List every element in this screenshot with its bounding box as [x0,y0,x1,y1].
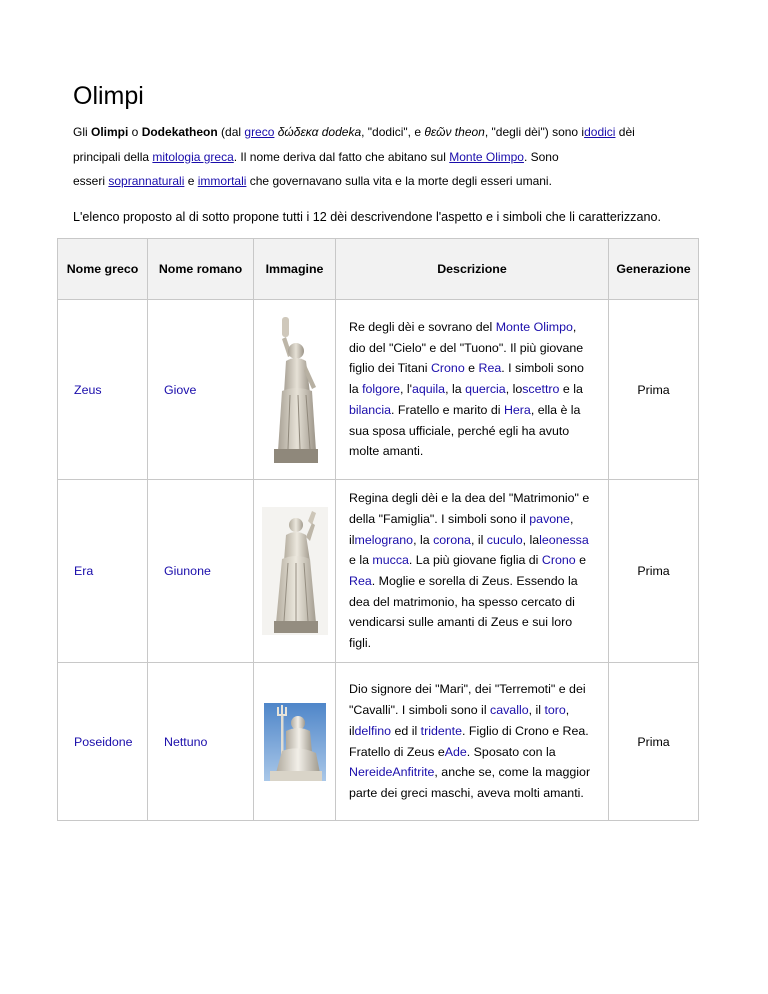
table-row [58,300,699,480]
term-olimpi: Olimpi [91,125,129,139]
list-intro: L'elenco proposto al di sotto propone tutti i 12 dèi descrivendone l'aspetto e i simboli che li caratterizzano. [73,210,661,224]
link-monte-olimpo[interactable]: Monte Olimpo [449,149,524,164]
description-text: . Figlio di Crono e Rea. Fratello di Zeus e [349,723,589,759]
header-nome-greco: Nome greco [58,239,148,300]
description-text: , l' [399,382,412,397]
gods-table [57,238,699,821]
greek-name-link[interactable]: Era [58,480,148,663]
description-text: e la [349,553,373,568]
link-greco[interactable]: greco [244,125,275,139]
description-text: . Moglie e sorella di Zeus. Essendo la dea del matrimonio, ha spesso cercato di vendicarsi sulle amanti di Zeus e sui loro figli. [349,574,578,651]
description-cell [336,663,609,821]
link-crono[interactable]: Crono [430,361,465,376]
link-quercia[interactable]: quercia [465,382,506,397]
link-anfitrite[interactable]: Anfitrite [392,765,435,780]
link-melograno[interactable]: melograno [354,532,414,547]
intro-text: Gli [73,125,91,139]
intro-text: dèi [615,125,635,139]
description-cell [336,480,609,663]
zeus-statue-icon [264,315,326,465]
intro-text: . Il nome deriva dal fatto che abitano sul [233,149,450,164]
description-text: Regina degli dèi e la dea del "Matrimonio" e della "Famiglia". I simboli sono il [349,491,590,526]
description-text: , la [522,532,540,547]
link-dodici[interactable]: dodici [584,125,616,139]
description-text: , la [413,532,434,547]
greek-dodeka: δώδεκα dodeka [277,125,362,139]
intro-text: . Sono [523,149,559,164]
link-aquila[interactable]: aquila [412,382,446,397]
link-hera[interactable]: Hera [503,402,531,417]
hera-statue-icon [262,507,328,635]
greek-name-link[interactable]: Zeus [58,300,148,480]
header-immagine: Immagine [254,239,336,300]
intro-text: o [128,125,142,139]
intro-line-1 [73,120,713,145]
description-text: , ella è la sua sposa ufficiale, perché egli ha avuto molte amanti. [349,402,581,459]
intro-text: e [184,174,198,188]
generation-cell: Prima [609,663,699,821]
generation-cell: Prima [609,300,699,480]
statue-image-cell [254,300,336,480]
link-corona[interactable]: corona [433,532,471,547]
intro-paragraph [73,120,713,194]
link-mucca[interactable]: mucca [372,553,409,568]
description-text: e [575,553,586,568]
link-leonessa[interactable]: leonessa [539,532,589,547]
description-text: Dio signore dei "Mari", dei "Terremoti" e dei "Cavalli". I simboli sono il [349,682,586,718]
roman-name-link[interactable]: Giove [148,300,254,480]
link-ade[interactable]: Ade [444,744,467,759]
link-toro[interactable]: toro [544,703,566,718]
intro-text: , "degli dèi") sono i [484,125,585,139]
description-text: , lo [505,382,523,397]
description-text: , dio del "Cielo" e del "Tuono". Il più giovane figlio dei Titani [349,320,584,376]
description-text: . Fratello e marito di [391,402,504,417]
description-cell [336,300,609,480]
description-text: , il [470,532,487,547]
link-immortali[interactable]: immortali [197,174,247,188]
statue-image-cell [254,663,336,821]
link-scettro[interactable]: scettro [522,382,560,397]
description-text: ed il [391,723,421,738]
poseidon-statue-icon [264,703,326,781]
table-row [58,480,699,663]
generation-cell: Prima [609,480,699,663]
link-bilancia[interactable]: bilancia [349,402,392,417]
link-pavone[interactable]: pavone [529,511,570,526]
header-generazione: Generazione [609,239,699,300]
intro-text: (dal [217,125,245,139]
term-dodekatheon: Dodekatheon [141,125,218,139]
description-text: , anche se, come la maggior parte dei greci maschi, aveva molti amanti. [349,765,591,800]
link-soprannaturali[interactable]: soprannaturali [108,174,185,188]
link-cuculo[interactable]: cuculo [486,532,523,547]
roman-name-link[interactable]: Nettuno [148,663,254,821]
header-descrizione: Descrizione [336,239,609,300]
intro-text: che governavano sulla vita e la morte degli esseri umani. [246,174,552,188]
link-rea[interactable]: Rea [478,361,502,376]
description-text: . La più giovane figlia di [408,553,542,568]
link-monte-olimpo[interactable]: Monte Olimpo [495,320,573,335]
link-crono[interactable]: Crono [541,553,576,568]
description-text: e la [559,382,583,397]
greek-name-link[interactable]: Poseidone [58,663,148,821]
description-text: . Sposato con la [466,744,556,759]
link-cavallo[interactable]: cavallo [490,703,529,718]
intro-text: principali della [73,149,153,164]
link-mitologia-greca[interactable]: mitologia greca [152,149,234,164]
description-text: , la [445,382,466,397]
link-folgore[interactable]: folgore [362,382,400,397]
link-nereide[interactable]: Nereide [349,765,393,780]
intro-text: , "dodici", e [361,125,425,139]
description-text: e [464,361,479,376]
table-row [58,663,699,821]
description-text: , il [349,703,570,738]
link-tridente[interactable]: tridente [420,723,462,738]
statue-image-cell [254,480,336,663]
link-rea[interactable]: Rea [349,574,372,588]
intro-line-2 [73,145,713,170]
roman-name-link[interactable]: Giunone [148,480,254,663]
description-text: . I simboli sono la [349,361,584,397]
description-text: Re degli dèi e sovrano del [349,320,496,335]
description-text: , il [349,511,574,547]
page-title: Olimpi [73,82,144,110]
header-nome-romano: Nome romano [148,239,254,300]
link-delfino[interactable]: delfino [354,723,392,738]
table-header-row [58,239,699,300]
intro-text: esseri [73,174,109,188]
greek-theon: θεῶν theon [424,125,485,139]
intro-line-3 [73,169,713,194]
description-text: , il [528,703,545,718]
